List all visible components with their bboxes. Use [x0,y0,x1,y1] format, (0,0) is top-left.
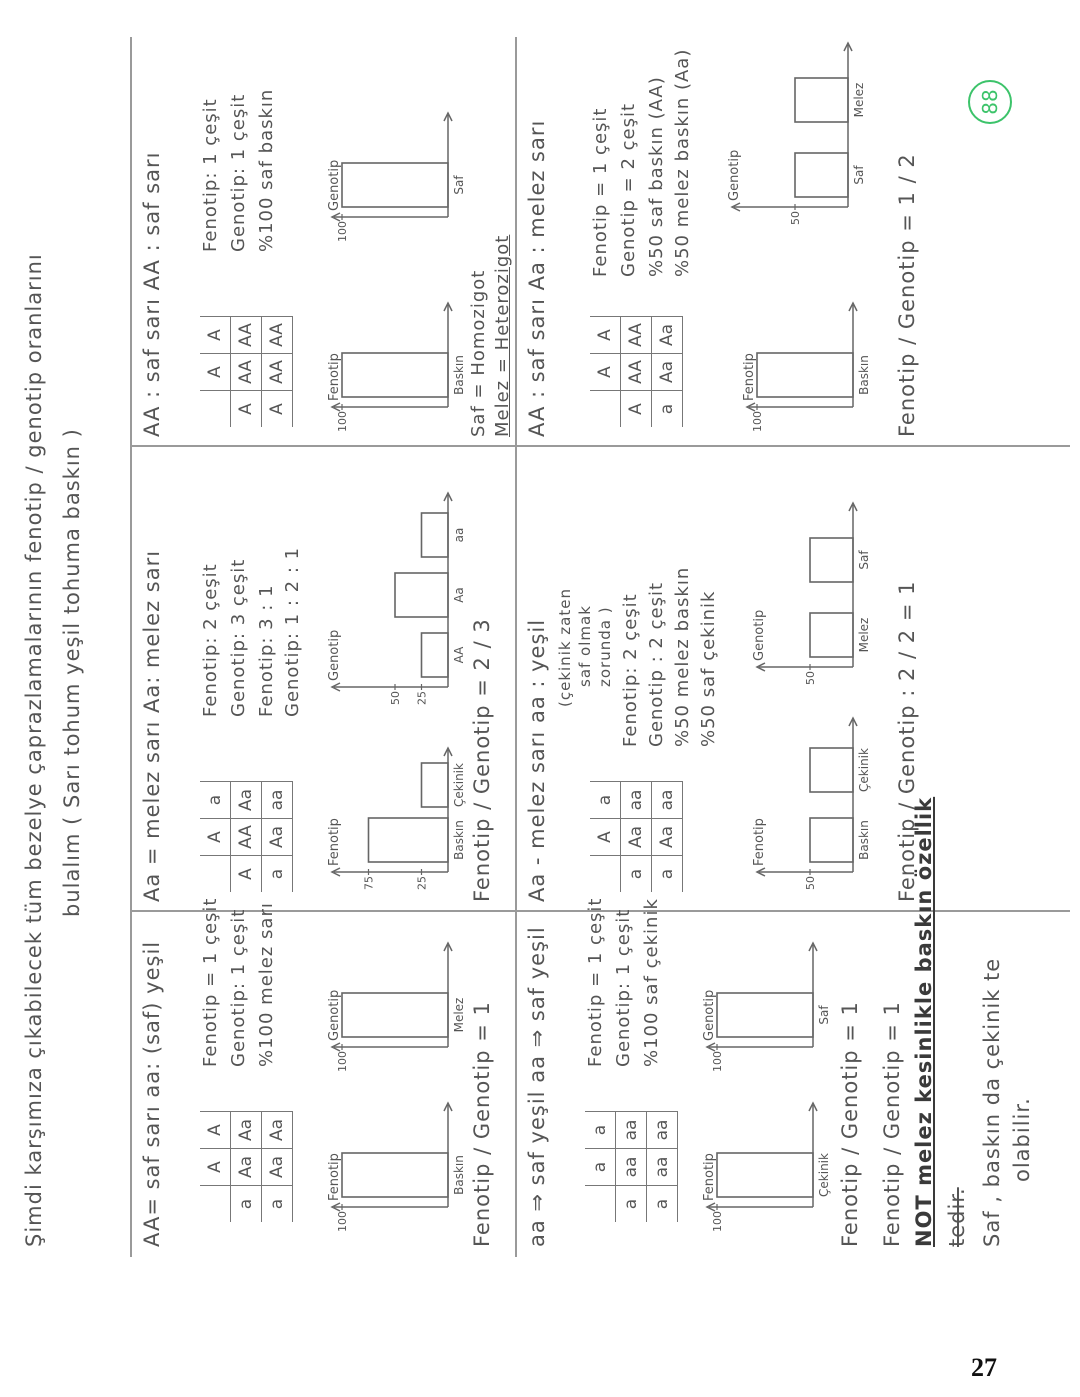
note-line: Melez = Heterozigot [492,234,513,437]
y-axis-label: Fenotip [742,353,757,401]
info-line: Fenotip = 1 çeşit [585,897,606,1067]
bar-category-label: Baskın [857,820,871,860]
fenotip-bar-chart [320,297,470,437]
bar [422,513,449,557]
bar-category-label: Çekinik [857,748,871,792]
panel-title: AA : saf sarı Aa : melez sarı [525,119,549,437]
subtitle-line: saf olmak [576,605,594,687]
bar [795,78,848,122]
y-tick-label: 100 [336,1211,349,1232]
info-line: Genotip: 1 çeşit [613,908,634,1067]
panel-title: AA : saf sarı AA : saf sarı [140,151,164,437]
bar [795,153,848,197]
y-tick-label: 100 [336,411,349,432]
y-tick-label: 100 [751,411,764,432]
y-axis-label: Fenotip [327,1153,342,1201]
y-tick-label: 25 [415,691,429,705]
note-line: Saf = Homozigot [468,269,489,437]
fenotip-bar-chart [735,297,875,437]
punnett-square: A A A AA AA A AA AA [200,316,293,427]
y-tick-label: 100 [336,221,349,242]
info-line: Fenotip: 2 çeşit [200,563,221,717]
bar-category-label: Baskın [857,355,871,395]
info-line: %100 melez sarı [256,902,277,1067]
bar-category-label: Saf [852,165,866,185]
ratio-text: Fenotip / Genotip = 1 [880,1001,904,1247]
info-line: Fenotip: 3 : 1 [256,584,277,717]
info-line: Fenotip = 1 çeşit [200,897,221,1067]
ratio-text: Fenotip / Genotip = 1 / 2 [895,153,919,437]
bar [369,818,449,862]
y-tick-label: 100 [711,1051,724,1072]
panel-title: Aa = melez sarı Aa: melez sarı [140,549,164,902]
y-tick-label: 50 [804,876,817,890]
y-tick-label: 75 [362,876,376,890]
info-line: Genotip = 2 çeşit [618,102,639,277]
info-line: Fenotip = 1 çeşit [590,107,611,277]
ratio-text: Fenotip / Genotip = 1 [838,1001,862,1247]
footnote-line: olabilir. [1010,1097,1034,1182]
bar [422,763,449,807]
genotip-bar-chart [695,937,835,1077]
y-axis-label: Fenotip [327,818,342,866]
subtitle-line: zorunda ) [596,606,614,687]
punnett-square: A A A AA AA a Aa Aa [590,316,683,427]
genotip-bar-chart [320,107,470,247]
info-line: Genotip : 2 çeşit [646,581,667,747]
bar [810,748,853,792]
bar-category-label: Saf [817,1005,831,1025]
y-axis-label: Fenotip [752,818,767,866]
bar [717,993,813,1037]
bar-category-label: aa [452,527,466,543]
bar-category-label: Baskın [452,355,466,395]
note-label: NOT melez kesinlikle baskın özellik [912,796,936,1247]
bar [342,1153,448,1197]
panel-title: aa ⇒ saf yeşil aa ⇒ saf yeşil [525,926,549,1247]
info-line: %100 saf baskın [256,88,277,252]
info-line: %50 melez baskın (Aa) [672,48,693,277]
footnote-line [912,797,936,1247]
info-line: Fenotip: 1 çeşit [200,98,221,252]
page-number: 27 [971,1353,997,1382]
info-line: %50 saf çekinik [698,590,719,747]
y-tick-label: 50 [789,211,802,225]
genotip-bar-chart [320,487,470,717]
info-line: %100 saf çekinik [641,898,662,1067]
intro-line-2: bulalım ( Sarı tohum yeşil tohuma baskın ) [60,428,84,917]
bar-category-label: Çekinik [817,1153,831,1197]
info-line: Genotip: 1 : 2 : 1 [282,546,303,717]
y-axis-label: Genotip [702,989,717,1041]
fenotip-bar-chart [320,742,470,902]
bar-category-label: Melez [452,997,466,1033]
bar-category-label: Baskın [452,820,466,860]
info-line: Genotip: 3 çeşit [228,558,249,717]
bar [422,633,449,677]
genotip-bar-chart [745,497,875,697]
footnote-line: tedir. [945,1187,969,1247]
punnett-square: a a a aa aa a aa aa [585,1111,678,1222]
genotip-bar-chart [320,937,470,1077]
bar-category-label: Çekinik [452,763,466,807]
punnett-square: A A a Aa Aa a Aa Aa [200,1111,293,1222]
y-axis-label: Fenotip [327,353,342,401]
bar [810,818,853,862]
panel-title: Aa - melez sarı aa : yeşil [525,618,549,902]
divider-middle [515,37,517,1257]
footnote-line: Saf , baskın da çekinik te [980,957,1004,1247]
ratio-text: Fenotip / Genotip : 2 / 2 = 1 [895,580,919,902]
info-line: Genotip: 1 çeşit [228,908,249,1067]
bar [810,538,853,582]
y-tick-label: 50 [804,671,817,685]
fenotip-bar-chart [695,1097,835,1237]
y-tick-label: 25 [415,876,429,890]
fenotip-bar-chart [745,712,875,902]
y-tick-label: 100 [711,1211,724,1232]
bar-category-label: Melez [857,617,871,653]
bar [342,353,448,397]
y-axis-label: Genotip [327,989,342,1041]
divider-col-2 [130,445,1070,447]
bar-category-label: Saf [857,550,871,570]
y-axis-label: Genotip [752,609,767,661]
punnett-square: A a A AA Aa a Aa aa [200,781,293,892]
panel-title: AA= saf sarı aa: (saf) yeşil [140,940,164,1247]
y-axis-label: Genotip [327,629,342,681]
bar-category-label: Baskın [452,1155,466,1195]
bar [810,613,853,657]
ratio-text: Fenotip / Genotip = 1 [470,1001,494,1247]
divider-top [130,37,132,1257]
ratio-text: Fenotip / Genotip = 2 / 3 [470,618,494,902]
y-tick-label: 100 [336,1051,349,1072]
bar-category-label: Saf [452,175,466,195]
bar [342,163,448,207]
bar-category-label: Aa [452,587,466,603]
bar [395,573,448,617]
info-line: Fenotip: 2 çeşit [620,593,641,747]
info-line: Genotip: 1 çeşit [228,93,249,252]
fenotip-bar-chart [320,1097,470,1237]
punnett-square: A a a Aa aa a Aa aa [590,781,683,892]
y-axis-label: Genotip [327,159,342,211]
intro-line-1: Şimdi karşımıza çıkabilecek tüm bezelye çaprazlamalarının fenotip / genotip oranlarını [22,253,46,1247]
genotip-bar-chart [720,37,870,237]
y-axis-label: Genotip [727,149,742,201]
y-axis-label: Fenotip [702,1153,717,1201]
bar [342,993,448,1037]
info-line: %50 melez baskın [672,566,693,747]
circled-number: 88 [968,80,1012,124]
info-line: %50 saf baskın (AA) [646,76,667,277]
bar-category-label: Melez [852,82,866,118]
subtitle-line: (çekinik zaten [556,588,574,707]
y-tick-label: 50 [389,691,402,705]
bar [717,1153,813,1197]
bar [757,353,853,397]
bar-category-label: AA [452,646,466,664]
